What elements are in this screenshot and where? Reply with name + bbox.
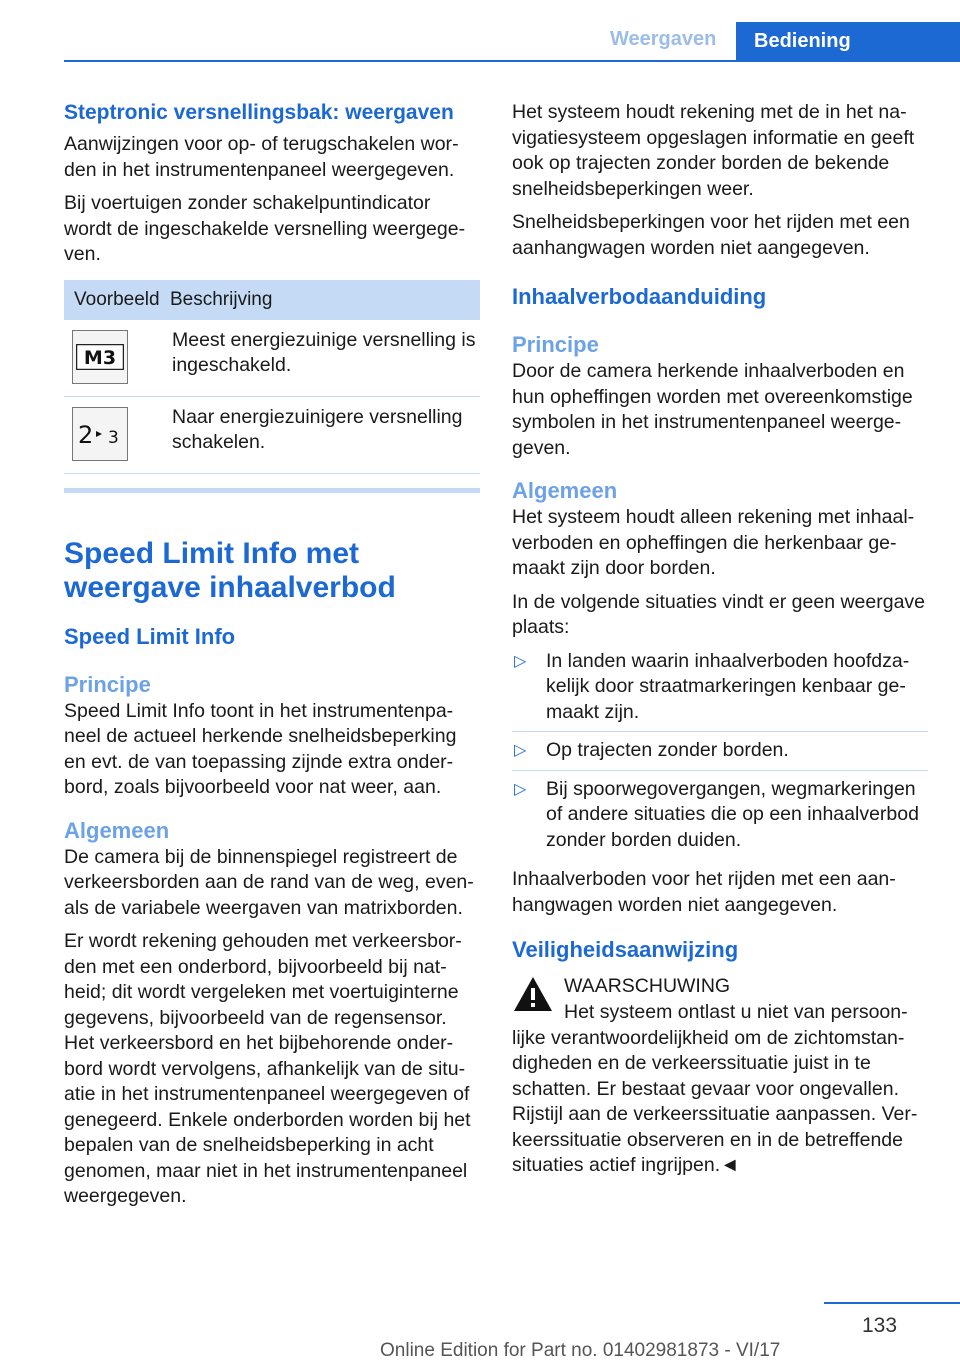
svg-text:2: 2 <box>78 420 94 449</box>
table-row <box>64 397 480 474</box>
svg-text:3: 3 <box>108 427 119 448</box>
steptronic-heading: Steptronic versnellingsbak: weergaven <box>64 101 454 124</box>
list-item: ▷ Bij spoorwegovergangen, wegmarkeringen of andere situaties die op een inhaalverbod zonder borden duiden. <box>514 777 919 851</box>
page-number: 133 <box>862 1314 898 1337</box>
algemeen-paragraph-1: Het systeem houdt alleen rekening met inhaalverboden en opheffingen die herkenbaar gemaakt zijn door borden. <box>512 506 915 579</box>
steptronic-paragraph-1: Aanwijzingen voor op- of terugschakelen worden in het instrumentenpaneel weergegeven. <box>64 133 459 181</box>
gear-m3-icon <box>72 330 128 384</box>
triangle-bullet-icon: ▷ <box>514 652 527 670</box>
triangle-bullet-icon: ▷ <box>514 780 527 798</box>
warning-triangle-icon <box>512 974 554 1014</box>
speed-limit-info-heading: Speed Limit Info <box>64 623 236 649</box>
algemeen-heading: Algemeen <box>512 478 618 503</box>
principe-paragraph: Door de camera herkende inhaalverboden en hun opheffingen worden met overeenkomstige symbolen in het instrumentenpaneel weergegeven. <box>512 360 913 459</box>
safety-heading: Veiligheidsaanwijzing <box>512 937 739 962</box>
situation-list <box>512 649 928 860</box>
table-row-text: Naar energiezuinigere versnelling schakelen. <box>172 405 463 453</box>
steptronic-paragraph-2: Bij voertuigen zonder schakelpuntindicator wordt de ingeschakelde versnelling weergegeven. <box>64 192 466 265</box>
header-chapter-tab <box>736 22 960 62</box>
list-item: ▷ In landen waarin inhaalverboden hoofdzakelijk door straatmarkeringen kenbaar gemaakt zijn. <box>512 649 928 733</box>
trailer-speed-paragraph: Snelheidsbeperkingen voor het rijden met een aanhangwagen worden niet aangegeven. <box>512 211 910 259</box>
table-header-example: Voorbeeld <box>74 288 160 310</box>
triangle-bullet-icon: ▷ <box>514 742 527 759</box>
gear-table-header <box>64 280 480 320</box>
principe-paragraph: Speed Limit Info toont in het instrumentenpaneel de actueel herkende snelheidsbeperking en evt. de van toepassing zijnde extra onderbord, zoals bijvoorbeeld voor nat weer, aan. <box>64 699 457 798</box>
speed-limit-main-heading: Speed Limit Info met weergave inhaalverbod <box>64 536 396 604</box>
edition-footer: Online Edition for Part no. 01402981873 - VI/17 <box>380 1340 781 1361</box>
table-header-description: Beschrijving <box>170 288 273 310</box>
gear-table <box>64 280 480 493</box>
algemeen-paragraph-2: Er wordt rekening gehouden met verkeersborden met een onderbord, bijvoorbeeld bij natheid; dit wordt vergeleken met voertuiginterne gegevens, bijvoorbeeld van de regensensor. Het verkeersbord en het bijbehorende onderbord wordt vervolgens, afhankelijk van de situatie in het instrumentenpaneel weergegeven of genegeerd. Enkele onderborden worden bij het bepalen van de snelheidsbeperking in acht genomen, maar niet in het instrumentenpaneel weergegeven. <box>64 930 471 1207</box>
header-section-label: Weergaven <box>610 28 717 50</box>
svg-text:M3: M3 <box>83 346 117 369</box>
navigation-paragraph: Het systeem houdt rekening met de in het navigatiesysteem opgeslagen informatie en geeft ook op trajecten zonder borden de bekende snelheidsbeperkingen weer. <box>512 101 915 200</box>
header-chapter-label: Bediening <box>754 30 851 52</box>
right-column <box>512 100 928 1187</box>
footer-rule <box>824 1302 960 1304</box>
gear-shift-up-icon <box>72 407 128 461</box>
inhaalverbod-heading: Inhaalverbodaanduiding <box>512 284 767 309</box>
warning-text: Het systeem ontlast u niet van persoonlijke verantwoordelijkheid om de zichtomstandigheden en de verkeerssituatie juist in te schatten. Er bestaat gevaar voor ongevallen. Rijstijl aan de verkeerssituatie aanpassen. Verkeerssituatie observeren en in de betreffende situaties actief ingrijpen.◄ <box>512 1001 918 1176</box>
principe-heading: Principe <box>64 671 151 697</box>
algemeen-heading: Algemeen <box>64 817 170 843</box>
trailer-overtaking-paragraph: Inhaalverboden voor het rijden met een aanhangwagen worden niet aangegeven. <box>512 868 896 916</box>
algemeen-paragraph-2: In de volgende situaties vindt er geen weergave plaats: <box>512 590 926 638</box>
left-column <box>64 100 480 1218</box>
table-bottom-rule <box>64 488 480 493</box>
principe-heading: Principe <box>512 332 599 357</box>
table-row <box>64 320 480 397</box>
algemeen-paragraph-1: De camera bij de binnenspiegel registreert de verkeersborden aan de rand van de weg, evenals de variabele weergaven van matrixborden. <box>64 845 474 919</box>
table-row-text: Meest energiezuinige versnelling is ingeschakeld. <box>172 328 476 376</box>
list-item: ▷ Op trajecten zonder borden. <box>512 738 928 771</box>
warning-title: WAARSCHUWING <box>564 975 731 997</box>
